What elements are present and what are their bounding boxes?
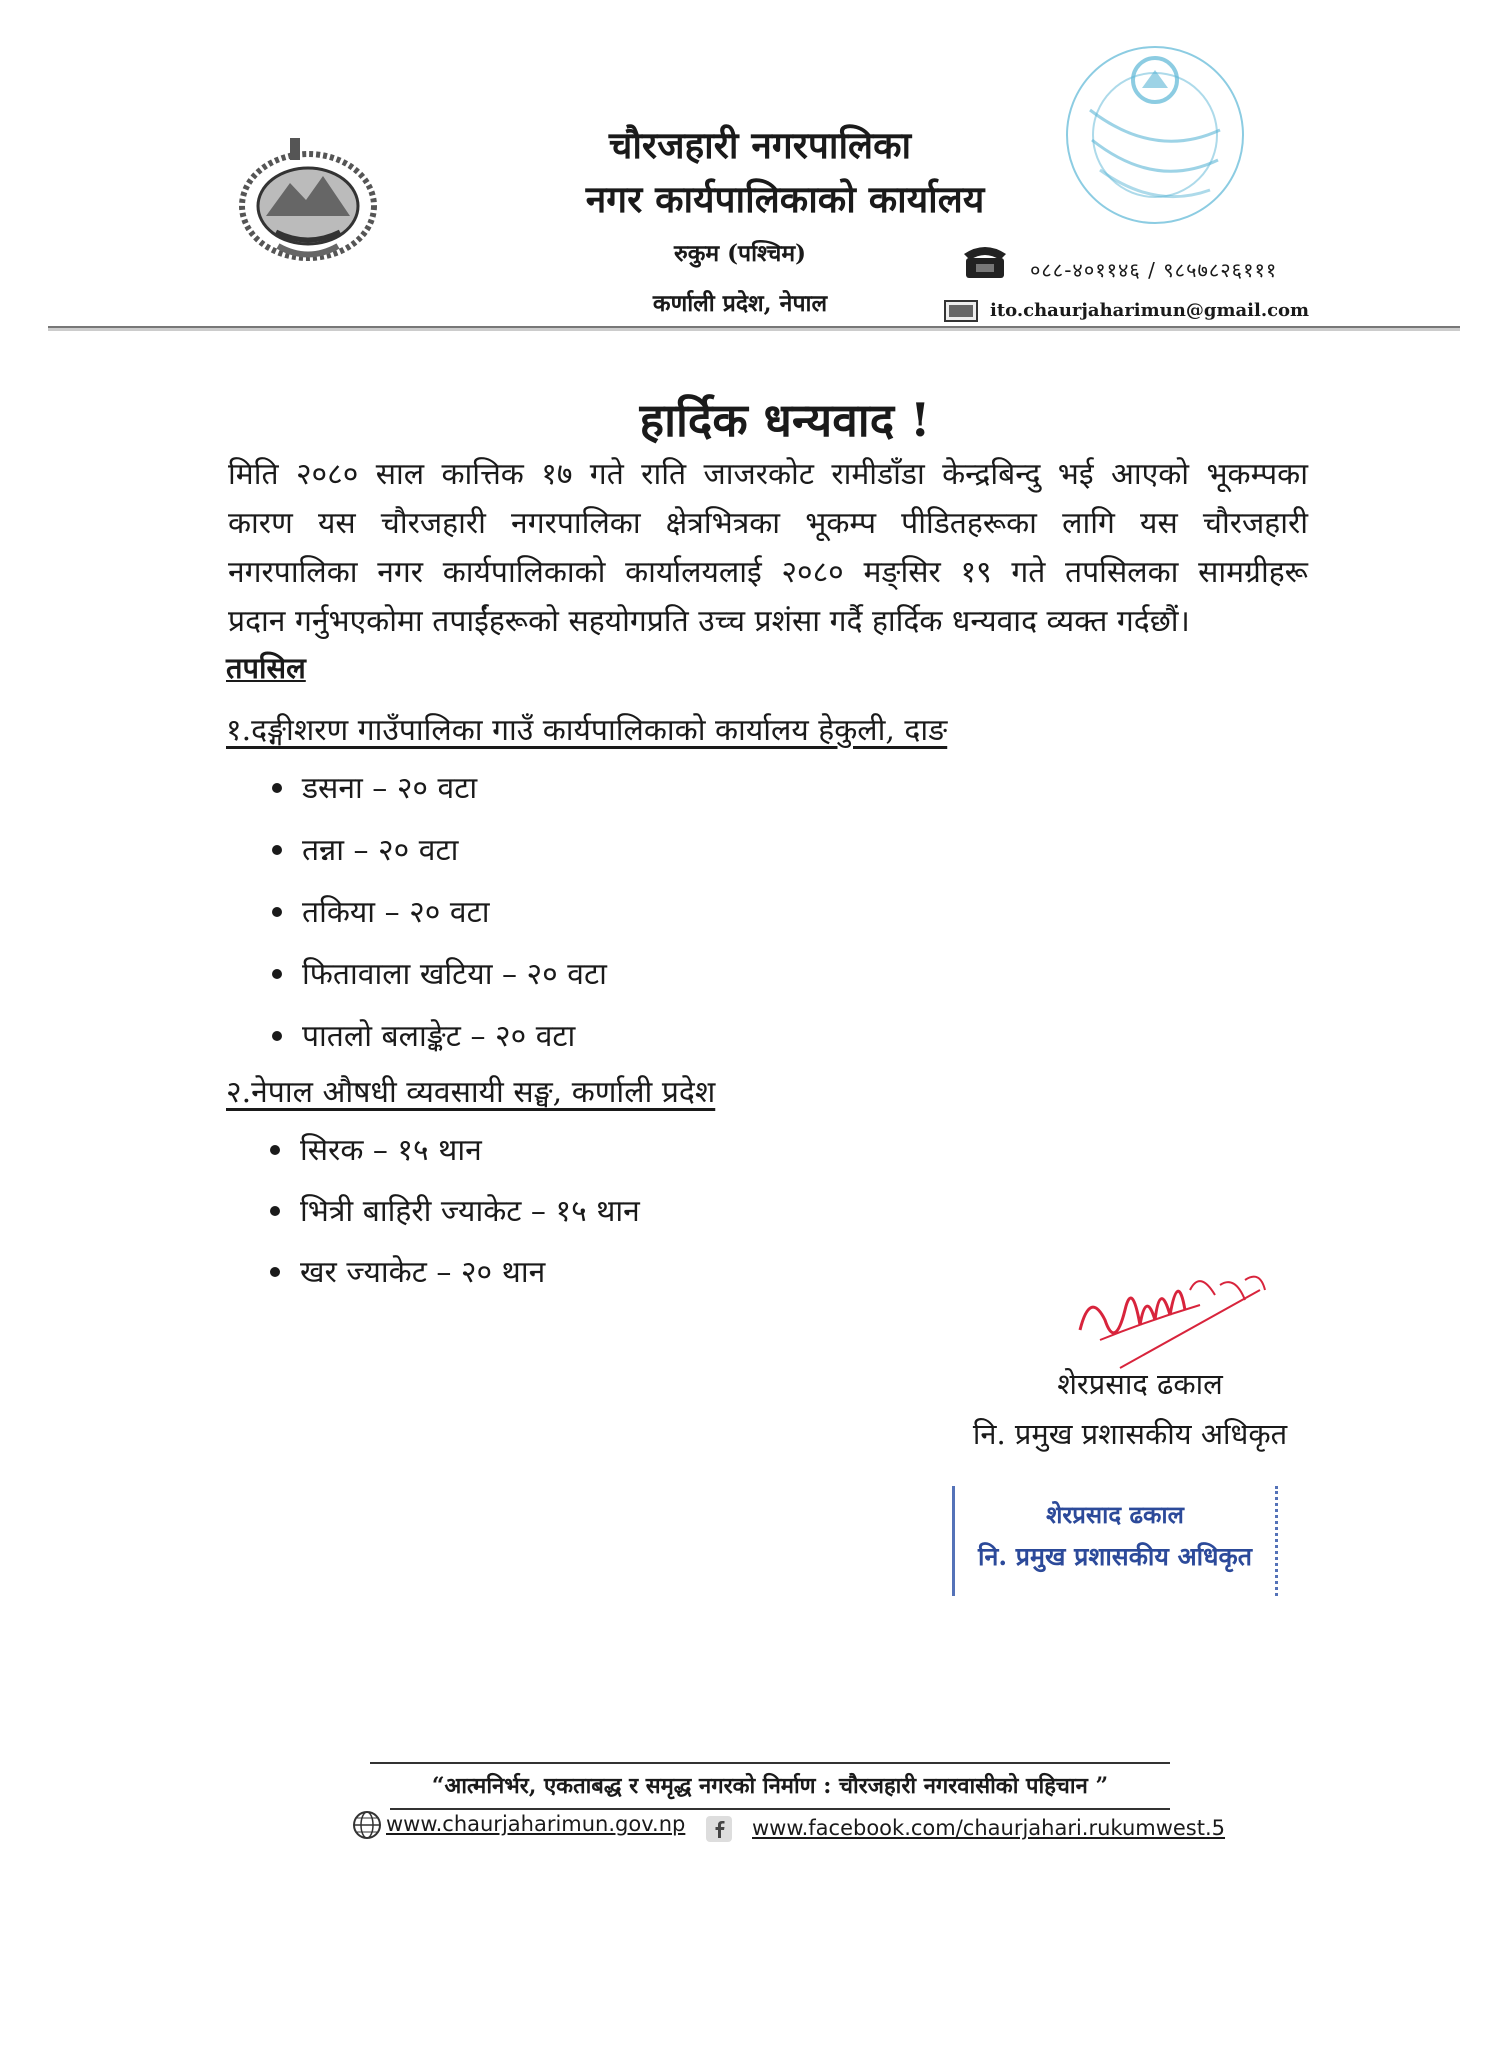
donor-items-list xyxy=(270,1128,640,1311)
donor-items-list xyxy=(272,766,607,1076)
footer-divider xyxy=(390,1808,1170,1810)
details-heading: तपसिल xyxy=(226,651,306,685)
list-item: सिरक – १५ थान xyxy=(270,1128,640,1189)
stamp-name: शेरप्रसाद ढकाल xyxy=(1046,1500,1184,1529)
footer-motto: “आत्मनिर्भर, एकताबद्ध र समृद्ध नगरको निर्माण : चौरजहारी नगरवासीको पहिचान ” xyxy=(431,1773,1109,1799)
header-divider xyxy=(48,326,1460,331)
intro-line: नगरपालिका नगर कार्यपालिकाको कार्यालयलाई २०८० मङ्सिर १९ गते तपसिलका सामग्रीहरू xyxy=(228,555,1308,590)
facebook-icon xyxy=(706,1816,732,1842)
email-icon xyxy=(944,300,978,322)
donor-heading: २.नेपाल औषधी व्यवसायी सङ्घ, कर्णाली प्रदेश xyxy=(226,1075,716,1110)
office-subtitle: नगर कार्यपालिकाको कार्यालय xyxy=(585,177,985,221)
list-item: डसना – २० वटा xyxy=(272,766,607,828)
office-district: रुकुम (पश्चिम) xyxy=(673,240,807,267)
stamp-title: नि. प्रमुख प्रशासकीय अधिकृत xyxy=(978,1542,1252,1571)
donor-heading: १.दङ्गीशरण गाउँपालिका गाउँ कार्यपालिकाको कार्यालय हेकुली, दाङ xyxy=(226,713,948,748)
signer-title: नि. प्रमुख प्रशासकीय अधिकृत xyxy=(972,1417,1288,1451)
footer-divider xyxy=(370,1762,1170,1764)
list-item: तकिया – २० वटा xyxy=(272,890,607,952)
letter-intro xyxy=(228,450,1308,646)
intro-line: मिति २०८० साल कात्तिक १७ गते राति जाजरकोट रामीडाँडा केन्द्रबिन्दु भई आएको भूकम्पका xyxy=(228,457,1308,492)
list-item: तन्ना – २० वटा xyxy=(272,828,607,890)
intro-line: कारण यस चौरजहारी नगरपालिका क्षेत्रभित्रका भूकम्प पीडितहरूका लागि यस चौरजहारी xyxy=(228,506,1308,541)
email-address: ito.chaurjaharimun@gmail.com xyxy=(990,300,1310,321)
list-item: खर ज्याकेट – २० थान xyxy=(270,1250,640,1311)
intro-line: प्रदान गर्नुभएकोमा तपाईंहरूको सहयोगप्रति उच्च प्रशंसा गर्दै हार्दिक धन्यवाद व्यक्त गर्दछौं। xyxy=(228,604,1190,639)
office-name: चौरजहारी नगरपालिका xyxy=(608,123,912,167)
signer-stamp xyxy=(952,1486,1278,1596)
office-province: कर्णाली प्रदेश, नेपाल xyxy=(652,290,828,317)
signer-name: शेरप्रसाद ढकाल xyxy=(1057,1367,1223,1401)
letter-title: हार्दिक धन्यवाद ! xyxy=(639,393,931,447)
telephone-icon xyxy=(960,240,1010,280)
globe-icon xyxy=(352,1810,382,1840)
list-item: फितावाला खटिया – २० वटा xyxy=(272,952,607,1014)
website-link[interactable]: www.chaurjaharimun.gov.np xyxy=(386,1812,686,1836)
handwritten-signature-icon xyxy=(1060,1250,1280,1380)
nepal-emblem-icon xyxy=(228,128,388,268)
office-seal-icon xyxy=(1030,40,1280,240)
facebook-link[interactable]: www.facebook.com/chaurjahari.rukumwest.5 xyxy=(752,1816,1226,1840)
phone-number: ०८८-४०११४६ / ९८५७८२६१११ xyxy=(1030,258,1278,282)
list-item: पातलो बलाङ्केट – २० वटा xyxy=(272,1014,607,1076)
list-item: भित्री बाहिरी ज्याकेट – १५ थान xyxy=(270,1189,640,1250)
